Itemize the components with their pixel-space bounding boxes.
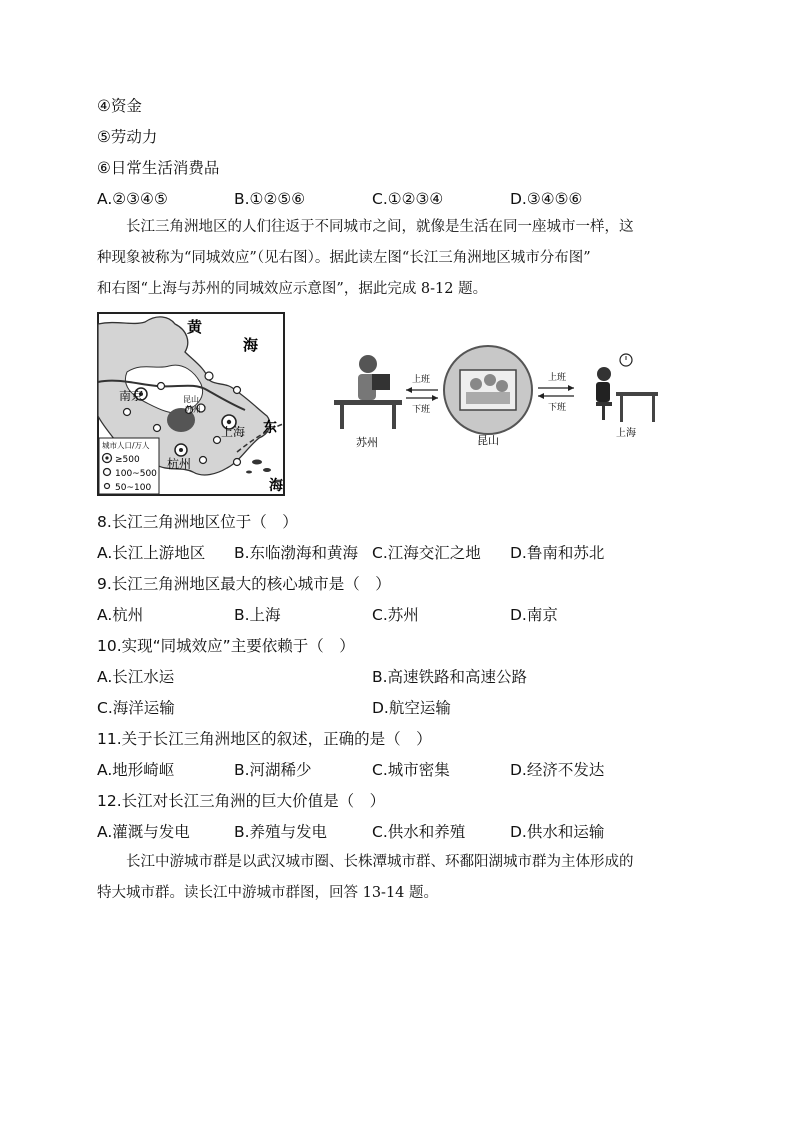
question-8-stem: 8.长江三角洲地区位于（ ） (97, 513, 298, 531)
q7-option-d: D.③④⑤⑥ (510, 190, 583, 208)
arrow-label-off-work-right: 下班 (548, 403, 567, 413)
q12-option-a: A.灌溉与发电 (97, 823, 190, 841)
q11-option-a: A.地形崎岖 (97, 761, 175, 779)
intro-line: 特大城市群。读长江中游城市群图，回答 13-14 题。 (97, 885, 439, 901)
q10-option-d: D.航空运输 (372, 699, 451, 717)
map-city-suzhou: 苏州 (185, 405, 201, 414)
q8-option-c: C.江海交汇之地 (372, 544, 481, 562)
q11-option-b: B.河湖稀少 (234, 761, 312, 779)
q9-option-b: B.上海 (234, 606, 281, 624)
question-9-stem: 9.长江三角洲地区最大的核心城市是（ ） (97, 575, 391, 593)
q8-option-a: A.长江上游地区 (97, 544, 206, 562)
arrow-label-off-work-left: 下班 (412, 405, 431, 415)
question-12-stem: 12.长江对长江三角洲的巨大价值是（ ） (97, 792, 386, 810)
q12-option-b: B.养殖与发电 (234, 823, 328, 841)
q7-option-a: A.②③④⑤ (97, 190, 168, 208)
option-item-4: ④资金 (97, 97, 142, 115)
intro-line: 种现象被称为“同城效应”（见右图）。据此读左图“长江三角洲地区城市分布图” (97, 250, 591, 266)
map-city-shanghai: 上海 (221, 425, 246, 439)
intro-paragraph-middle-yangtze (97, 847, 697, 909)
label-kunshan: 昆山 (477, 434, 499, 447)
q9-option-c: C.苏州 (372, 606, 419, 624)
q12-option-d: D.供水和运输 (510, 823, 605, 841)
arrow-label-go-work-left: 上班 (412, 375, 431, 385)
map-label-huang: 黄 (187, 318, 203, 336)
question-10-stem: 10.实现“同城效应”主要依赖于（ ） (97, 637, 355, 655)
q8-option-d: D.鲁南和苏北 (510, 544, 605, 562)
q9-option-a: A.杭州 (97, 606, 144, 624)
map-label-east-hai: 海 (269, 478, 283, 494)
map-label-hai: 海 (243, 336, 259, 354)
intro-paragraph-yrd (97, 212, 697, 305)
map-city-hangzhou: 杭州 (167, 457, 192, 471)
map-label-dong: 东 (263, 420, 277, 436)
question-11-stem: 11.关于长江三角洲地区的叙述，正确的是（ ） (97, 730, 432, 748)
suzhou-worker-icon (334, 355, 402, 429)
q10-option-b: B.高速铁路和高速公路 (372, 668, 528, 686)
shanghai-worker-icon (596, 354, 658, 422)
q12-option-c: C.供水和养殖 (372, 823, 466, 841)
legend-title: 城市人口/万人 (102, 441, 150, 450)
q11-option-d: D.经济不发达 (510, 761, 605, 779)
map-city-nanjing: 南京 (119, 389, 144, 403)
legend-label-large: ≥500 (115, 455, 140, 465)
same-city-effect-illustration (320, 308, 660, 493)
q8-option-b: B.东临渤海和黄海 (234, 544, 359, 562)
kunshan-home-icon (444, 346, 532, 434)
legend-label-medium: 100~500 (115, 469, 157, 479)
label-shanghai: 上海 (616, 428, 636, 439)
arrow-label-go-work-right: 上班 (548, 373, 567, 383)
q10-option-a: A.长江水运 (97, 668, 175, 686)
q7-option-b: B.①②⑤⑥ (234, 190, 306, 208)
option-item-6: ⑥日常生活消费品 (97, 159, 220, 177)
q11-option-c: C.城市密集 (372, 761, 450, 779)
q7-option-c: C.①②③④ (372, 190, 444, 208)
intro-line: 长江中游城市群是以武汉城市圈、长株潭城市群、环鄱阳湖城市群为主体形成的 (126, 854, 634, 870)
legend-label-small: 50~100 (115, 483, 152, 493)
label-suzhou: 苏州 (356, 436, 378, 449)
intro-line: 和右图“上海与苏州的同城效应示意图”，据此完成 8-12 题。 (97, 281, 488, 297)
intro-line: 长江三角洲地区的人们往返于不同城市之间，就像是生活在同一座城市一样，这 (126, 219, 634, 235)
q10-option-c: C.海洋运输 (97, 699, 175, 717)
yangtze-delta-city-map (97, 312, 285, 496)
q9-option-d: D.南京 (510, 606, 558, 624)
option-item-5: ⑤劳动力 (97, 128, 158, 146)
map-city-kunshan: 昆山 (183, 395, 199, 404)
